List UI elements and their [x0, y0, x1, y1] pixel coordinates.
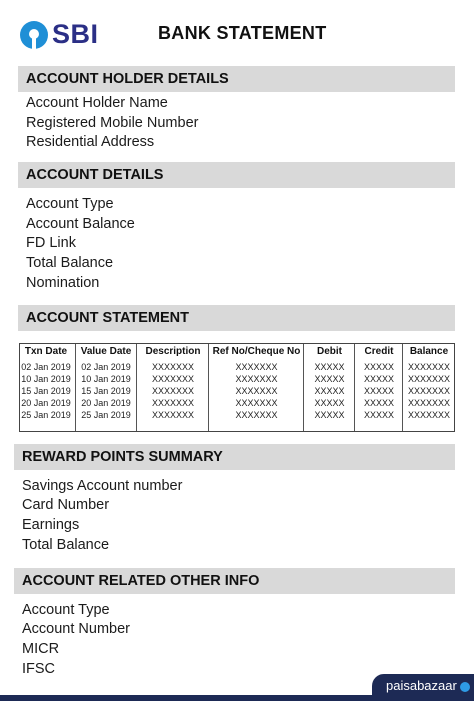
table-header: Txn Date — [24, 346, 68, 357]
table-cell: 25 Jan 2019 — [81, 410, 131, 420]
table-cell: XXXXXXX — [151, 374, 195, 384]
table-row — [20, 386, 454, 398]
section-heading-other-info: ACCOUNT RELATED OTHER INFO — [14, 568, 455, 594]
section-heading-account-holder: ACCOUNT HOLDER DETAILS — [18, 66, 455, 92]
table-cell: XXXXX — [363, 398, 394, 408]
field-label: Savings Account number — [22, 478, 183, 494]
field-label: Total Balance — [22, 537, 110, 553]
field-label: Account Number — [22, 621, 130, 637]
field-label: Total Balance — [26, 255, 114, 271]
statement-table — [19, 343, 455, 432]
field-label: Registered Mobile Number — [26, 115, 199, 131]
field-label: FD Link — [26, 235, 76, 251]
table-cell: 10 Jan 2019 — [21, 374, 71, 384]
table-cell: 02 Jan 2019 — [21, 362, 71, 372]
table-cell: XXXXXXX — [235, 362, 278, 372]
table-header: Credit — [364, 346, 394, 357]
page-title: BANK STATEMENT — [158, 23, 327, 43]
table-cell: XXXXXXX — [235, 374, 278, 384]
table-cell: XXXXXXX — [151, 362, 195, 372]
field-label: MICR — [22, 641, 60, 657]
field-label: Residential Address — [26, 134, 155, 150]
section-heading-account-details: ACCOUNT DETAILS — [18, 162, 455, 188]
table-cell: XXXXXXX — [407, 410, 451, 420]
footer-bar — [0, 695, 474, 701]
table-cell: XXXXXXX — [151, 398, 195, 408]
table-cell: XXXXX — [314, 386, 345, 396]
table-cell: XXXXXXX — [235, 398, 278, 408]
table-cell: XXXXXXX — [151, 410, 195, 420]
table-cell: XXXXX — [314, 410, 345, 420]
table-cell: 15 Jan 2019 — [81, 386, 131, 396]
table-cell: XXXXXXX — [407, 386, 451, 396]
table-cell: XXXXX — [314, 374, 345, 384]
table-row — [20, 362, 454, 374]
field-label: IFSC — [22, 661, 56, 677]
table-cell: 20 Jan 2019 — [21, 398, 71, 408]
field-label: Account Holder Name — [26, 95, 168, 111]
field-label: Account Type — [22, 602, 110, 618]
table-cell: XXXXXXX — [407, 362, 451, 372]
sbi-logo-icon — [20, 21, 48, 49]
table-cell: XXXXX — [363, 374, 394, 384]
field-label: Nomination — [26, 275, 100, 291]
table-cell: XXXXXXX — [235, 386, 278, 396]
table-cell: XXXXXXX — [407, 374, 451, 384]
table-header: Ref No/Cheque No — [212, 346, 301, 357]
table-cell: XXXXX — [363, 386, 394, 396]
section-heading-account-statement: ACCOUNT STATEMENT — [18, 305, 455, 331]
table-cell: XXXXX — [363, 410, 394, 420]
field-label: Account Type — [26, 196, 114, 212]
table-header: Balance — [409, 346, 449, 357]
table-header: Description — [145, 346, 201, 357]
table-cell: 25 Jan 2019 — [21, 410, 71, 420]
brand-dot-icon — [460, 682, 470, 692]
section-heading-reward-points: REWARD POINTS SUMMARY — [14, 444, 455, 470]
table-header: Debit — [317, 346, 342, 357]
table-cell: XXXXXXX — [151, 386, 195, 396]
table-cell: 15 Jan 2019 — [21, 386, 71, 396]
table-cell: XXXXXXX — [235, 410, 278, 420]
field-label: Earnings — [22, 517, 80, 533]
table-cell: XXXXX — [363, 362, 394, 372]
table-row — [20, 410, 454, 422]
table-row — [20, 374, 454, 386]
table-cell: XXXXX — [314, 398, 345, 408]
paisabazaar-logo-text: paisabazaar — [386, 678, 457, 693]
sbi-logo-text: SBI — [52, 19, 99, 49]
table-cell: 10 Jan 2019 — [81, 374, 131, 384]
table-row — [20, 398, 454, 410]
field-label: Account Balance — [26, 216, 135, 232]
field-label: Card Number — [22, 497, 110, 513]
table-cell: XXXXXXX — [407, 398, 451, 408]
table-header: Value Date — [80, 346, 132, 357]
table-cell: 02 Jan 2019 — [81, 362, 131, 372]
sbi-logo — [20, 19, 99, 50]
table-cell: XXXXX — [314, 362, 345, 372]
table-cell: 20 Jan 2019 — [81, 398, 131, 408]
